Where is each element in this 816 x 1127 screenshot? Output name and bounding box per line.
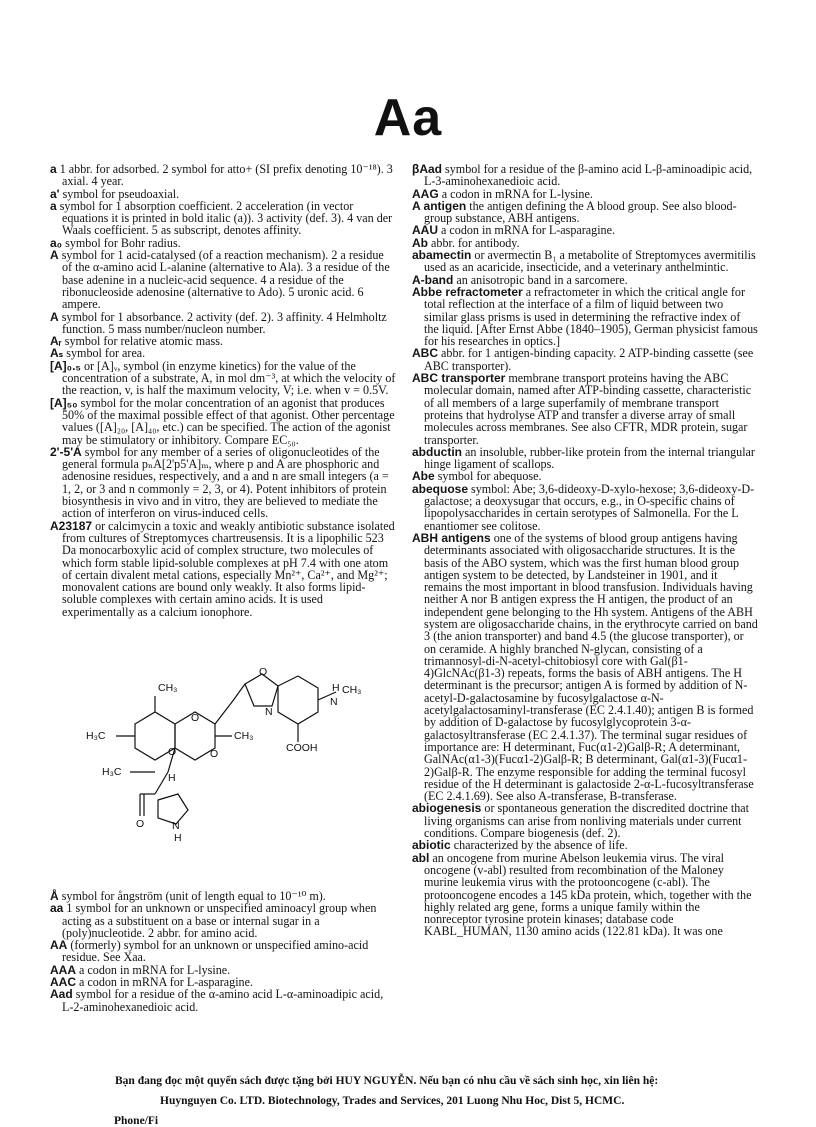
headword: A <box>50 309 59 324</box>
definition: symbol for any member of a series of oligonucleotides of the general formula pₙA[2'p5'A]ₘ, where p and A are phosphoric and adenosine residues, respectively, and a and n are small integers (a = 1, 2, or 3 and n commonly = 2, 3, or 4). Potent inhibitors of protein biosynthesis in vivo and in vitro, they are believed to mediate the action of interferon on virus-induced cells. <box>62 444 389 521</box>
definition: characterized by the absence of life. <box>453 838 628 853</box>
entry-Aad <box>50 988 396 1013</box>
entry-A-italic <box>50 311 396 336</box>
headword: AAC <box>50 975 76 990</box>
headword: abl <box>412 850 430 865</box>
entry-bAad <box>412 163 758 188</box>
label-o-ring1: O <box>191 711 200 724</box>
headword: AAA <box>50 962 76 977</box>
headword: [A]₅₀ <box>50 395 78 410</box>
headword: AAG <box>412 186 439 201</box>
headword: βAad <box>412 162 442 176</box>
headword: a₀ <box>50 235 63 250</box>
definition: abbr. for 1 antigen-binding capacity. 2 ATP-binding cassette (see ABC transporter). <box>424 346 754 373</box>
definition: the antigen defining the A blood group. See also blood-group substance, ABH antigens. <box>424 198 737 226</box>
definition: symbol for Bohr radius. <box>65 235 181 250</box>
entry-A50 <box>50 397 396 446</box>
headword: Aₛ <box>50 346 64 361</box>
entry-abamectin <box>412 249 758 274</box>
definition: or avermectin B₁ a metabolite of Streptomyces avermitilis used as an acaricide, insecticide, and a veterinary anthelmintic. <box>424 248 756 275</box>
headword: ABC transporter <box>412 371 506 386</box>
definition: a codon in mRNA for L-asparagine. <box>79 975 253 990</box>
label-cooh: COOH <box>286 741 318 754</box>
definition: an insoluble, rubber-like protein from the internal triangular hinge ligament of scallops. <box>424 444 755 472</box>
headword: AAU <box>412 223 438 238</box>
headword: Abbe refractometer <box>412 284 523 299</box>
definition: a codon in mRNA for L-lysine. <box>441 186 593 201</box>
label-n-amine: N <box>330 695 338 708</box>
notice-line-1: Bạn đang đọc một quyển sách được tặng bởi HUY NGUYỄN. Nếu bạn có nhu cầu về sách sinh học, xin liên hệ: <box>115 1075 659 1087</box>
definition: symbol for 1 acid-catalysed (of a reaction mechanism). 2 a residue of the α-amino acid L-alanine (alternative to Ala). 3 a residue of the base adenine in a nucleic-acid sequence. 4 a residue of the ribonucleoside adenosine (alternative to Ado). 5 uronic acid. 6 ampere. <box>61 248 390 312</box>
headword: Å <box>50 888 59 903</box>
definition: symbol for relative atomic mass. <box>64 334 223 349</box>
entry-a <box>50 163 396 188</box>
entry-A23187 <box>50 520 396 618</box>
headword: Abe <box>412 469 435 484</box>
headword: a <box>50 162 57 176</box>
label-n-pyrrole: N <box>172 819 180 832</box>
headword: ABH antigens <box>412 530 491 545</box>
definition: an oncogene from murine Abelson leukemia virus. The viral oncogene (v-abl) resulted from recombination of the Maloney murine leukemia virus with the protooncogene (c-abl). The protooncogene encodes a 145 kDa protein, which, together with the highly related arg gene, forms a unique family within the nonreceptor tyrosine protein kinases; database code KABL_HUMAN, 1130 amino acids (122.81 kDa). It was one <box>424 850 752 939</box>
definition: symbol for abequose. <box>437 469 542 484</box>
entry-abiogenesis <box>412 802 758 839</box>
left-column <box>50 163 396 1013</box>
definition: one of the systems of blood group antigens having determinants associated with oligosaccharide structures. It is the basis of the ABO system, which was the first human blood group antigen system to be detected, by Landsteiner in 1901, and it remains the most important in blood transfusion. Individuals having neither A nor B antigen express the H antigen, the product of an independent gene belonging to the Hh system. Antigens of the ABH system are oligosaccharide chains, in the erythrocyte carried on band 3 (the anion transporter) and band 4.5 (the glucose transporter), or on ceramide. A highly branched N-glycan, consisting of a trimannosyl-di-N-acetyl-chitobiosyl core with Gal(β1-4)GlcNAc(β1-3) repeats, forms the basis of ABH antigens. The H determinant is the precursor; antigen A is formed by addition of N-acetyl-D-galactosamine by fucosylgalactose α-N-acetylgalactosaminyl-transferase (EC 2.4.1.40); antigen B is formed by addition of D-galactose by fucosylglycoprotein 3-α-galactosyltransferase (EC 2.4.1.37). The terminal sugar residues of importance are: H determinant, Fuc(α1-2)Galβ-R; A determinant, GalNAc(α1-3)(Fucα1-2)Galβ-R; B determinant, Gal(α1-3)(Fucα1-2)Galβ-R. The enzyme responsible for adding the terminal fucosyl residue of the H determinant is galactoside 2-α-L-fucosyltransferase (EC 2.4.1.69). See also A-transferase, B-transferase. <box>424 530 758 804</box>
label-ch3-top: CH₃ <box>158 681 178 694</box>
entry-25A <box>50 446 396 520</box>
label-o-ring3: O <box>210 747 219 760</box>
label-h-amine: H <box>332 681 340 694</box>
left-entries-after <box>50 890 396 1013</box>
entry-ABC-transporter <box>412 372 758 446</box>
label-o-benzox: O <box>259 665 268 678</box>
entry-A05 <box>50 360 396 397</box>
label-o-carbonyl: O <box>136 817 145 830</box>
headword: abiogenesis <box>412 801 482 816</box>
definition: symbol for area. <box>66 346 146 361</box>
definition: symbol for 1 absorbance. 2 activity (def. 2). 3 affinity. 4 Helmholtz function. 5 mass number/nucleon number. <box>61 309 387 336</box>
headword: A <box>50 248 59 263</box>
definition: or [A]ᵥ, symbol (in enzyme kinetics) for the value of the concentration of a substrate, A, in mol dm⁻³, at which the velocity of the reaction, v, is half the maximum velocity, V; i.e. when v = 0.5V. <box>62 358 396 398</box>
definition: symbol for the molar concentration of an agonist that produces 50% of the maximal possible effect of that agonist. Other percentage values ([A]₂₀, [A]₄₀, etc.) can be specified. The action of the agonist may be stimulatory or inhibitory. Compare EC₅₀. <box>62 395 395 447</box>
oxazole-ring <box>245 674 278 706</box>
headword: A23187 <box>50 518 93 533</box>
page-title: Aa <box>373 89 443 147</box>
entry-ABH <box>412 532 758 803</box>
entry-abl <box>412 852 758 938</box>
notice-line-3: Phone/Fi <box>114 1115 159 1127</box>
label-ch3-mid: CH₃ <box>234 729 254 742</box>
headword: A-band <box>412 272 454 287</box>
headword: a' <box>50 186 60 201</box>
definition: 1 abbr. for adsorbed. 2 symbol for atto+ (SI prefix denoting 10⁻¹⁸). 3 axial. 4 year. <box>59 162 393 189</box>
bond-chain-2 <box>232 684 245 702</box>
headword: aa <box>50 901 64 916</box>
label-h-pyrrole: H <box>174 831 182 844</box>
label-n-benzox: N <box>265 705 273 718</box>
headword: abamectin <box>412 248 472 263</box>
notice-line-2: Huynguyen Co. LTD. Biotechnology, Trades and Services, 201 Luong Nhu Hoc, Dist 5, HCMC. <box>160 1095 625 1107</box>
label-h3c-left: H₃C <box>86 729 106 742</box>
definition: symbol for a residue of the α-amino acid L-α-aminoadipic acid, L-2-aminohexanedioic acid. <box>62 987 384 1014</box>
label-ch3-amine: CH₃ <box>342 683 362 696</box>
headword: Aad <box>50 987 73 1002</box>
bond-chain <box>215 702 232 724</box>
headword: 2'-5'A <box>50 444 82 459</box>
calcimycin-structure <box>50 622 396 884</box>
headword: A antigen <box>412 198 467 213</box>
definition: symbol for pseudoaxial. <box>62 186 180 201</box>
benzene-ring <box>278 676 318 724</box>
entry-ABC <box>412 347 758 372</box>
entry-A <box>50 249 396 310</box>
right-column <box>412 163 758 938</box>
definition: (formerly) symbol for an unknown or unspecified amino-acid residue. See Xaa. <box>62 938 369 965</box>
definition: a codon in mRNA for L-lysine. <box>79 962 231 977</box>
definition: or calcimycin a toxic and weakly antibiotic substance isolated from cultures of Streptomyces chartreusensis. It is a lipophilic 523 Da monocarboxylic acid of complex structure, two molecules of which form stable lipid-soluble complexes at pH 7.4 with one atom of certain divalent metal cations, especially Mn²⁺, Ca²⁺, and Mg²⁺; monovalent cations are bound only weakly. It also forms lipid-soluble complexes with certain amino acids. It is used experimentally as a calcium ionophore. <box>62 518 395 619</box>
definition: a codon in mRNA for L-asparagine. <box>441 223 615 238</box>
entry-a-italic <box>50 200 396 237</box>
entry-abequose <box>412 483 758 532</box>
entry-Abbe <box>412 286 758 347</box>
definition: an anisotropic band in a sarcomere. <box>456 272 628 287</box>
entry-aa <box>50 902 396 939</box>
definition: symbol for ångström (unit of length equal to 10⁻¹⁰ m). <box>61 888 326 903</box>
headword: Ab <box>412 235 428 250</box>
left-entries <box>50 163 396 618</box>
structure-drawing <box>50 622 396 884</box>
definition: or spontaneous generation the discredited doctrine that living organisms can arise from nonliving materials under current conditions. Compare biogenesis (def. 2). <box>424 801 750 841</box>
label-h3c-lower: H₃C <box>102 765 122 778</box>
headword: Aᵣ <box>50 334 62 349</box>
definition: membrane transport proteins having the ABC molecular domain, named after ATP-binding cassette, characteristic of all members of a large superfamily of membrane transport proteins that hydrolyse ATP and transfer a diverse array of small molecules across membranes. See also CFTR, MDR protein, sugar transporter. <box>424 371 752 447</box>
bond-lower-2 <box>155 772 168 794</box>
headword: abequose <box>412 481 469 496</box>
entry-A-antigen <box>412 200 758 225</box>
label-o-ring2: O <box>168 745 177 758</box>
headword: abiotic <box>412 838 451 853</box>
headword: abductin <box>412 444 462 459</box>
definition: 1 symbol for an unknown or unspecified aminoacyl group when acting as a substituent on a base or internal sugar in a (poly)nucleotide. 2 abbr. for amino acid. <box>62 901 377 940</box>
label-h-mid: H <box>168 771 176 784</box>
headword: ABC <box>412 346 438 361</box>
definition: symbol for a residue of the β-amino acid L-β-aminoadipic acid, L-3-aminohexanedioic acid. <box>424 162 753 189</box>
definition: abbr. for antibody. <box>431 235 520 250</box>
entry-abductin <box>412 446 758 471</box>
entry-AA <box>50 939 396 964</box>
definition: symbol for 1 absorption coefficient. 2 acceleration (in vector equations it is printed in bold italic (a)). 3 activity (def. 3). 4 van der Waals coefficient. 5 as subscript, denotes affinity. <box>59 198 393 238</box>
definition: a refractometer in which the critical angle for total reflection at the interface of a film of liquid between two similar glass prisms is used in determining the refractive index of the liquid. [After Ernst Abbe (1840–1905), German physicist famous for his researches in optics.] <box>424 284 758 349</box>
right-entries <box>412 163 758 938</box>
definition: symbol: Abe; 3,6-dideoxy-D-xylo-hexose; 3,6-dideoxy-D-galactose; a deoxysugar that occurs, e.g., in O-specific chains of lipopolysaccharides in certain serotypes of Salmonella. For the L enantiomer see colitose. <box>424 481 755 533</box>
headword: a <box>50 198 57 213</box>
headword: AA <box>50 938 68 953</box>
headword: [A]₀.₅ <box>50 358 81 373</box>
